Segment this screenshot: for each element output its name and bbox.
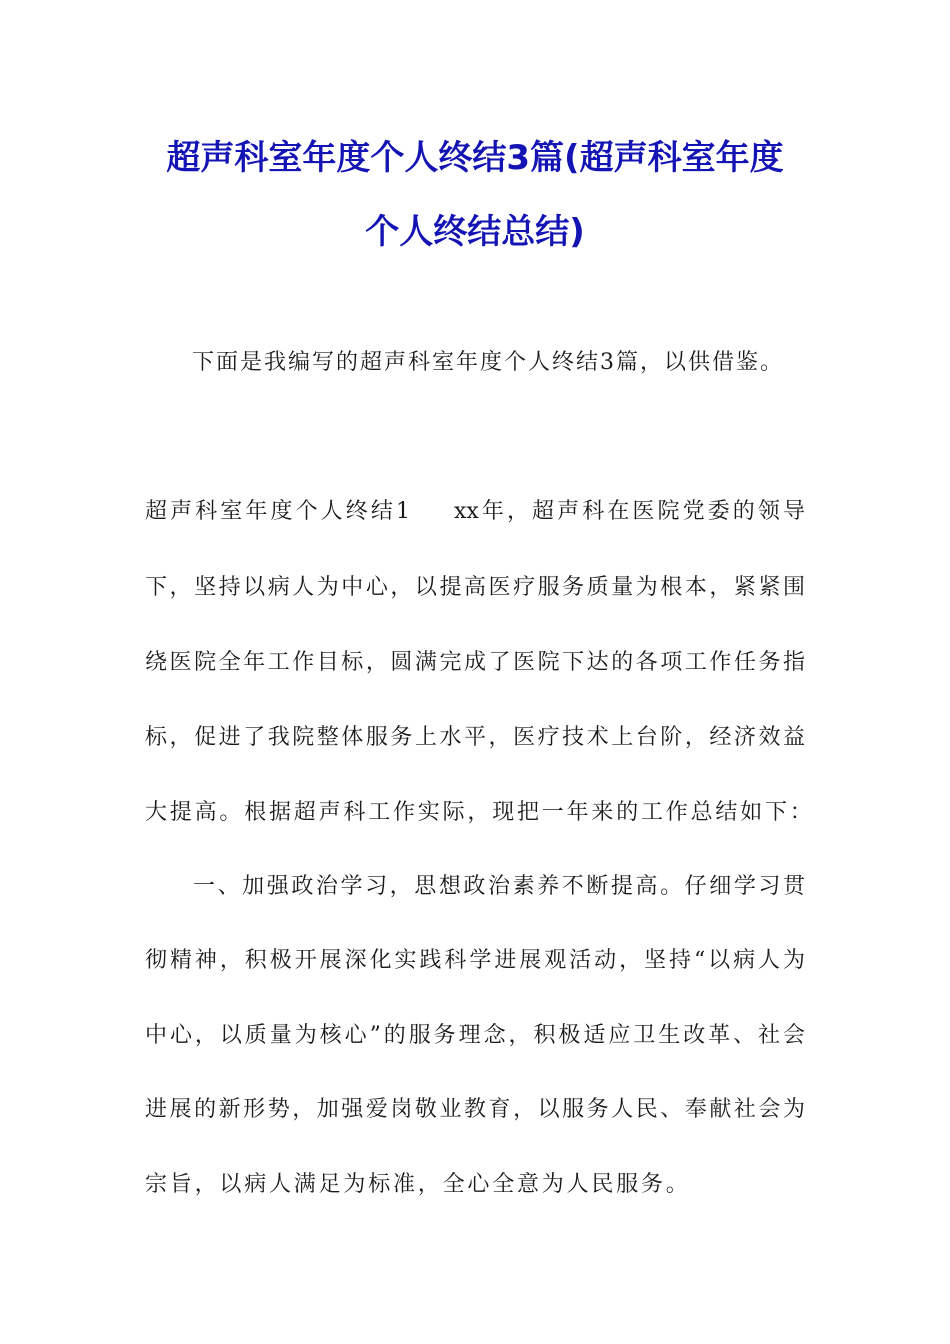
- paragraph-1-line-5: 大提高。根据超声科工作实际，现把一年来的工作总结如下：: [145, 800, 815, 825]
- paragraph-1-line-3: 绕医院全年工作目标，圆满完成了医院下达的各项工作任务指: [145, 650, 805, 675]
- intro-paragraph: 下面是我编写的超声科室年度个人终结3篇，以供借鉴。: [192, 350, 784, 375]
- paragraph-2-line-5: 宗旨，以病人满足为标准，全心全意为人民服务。: [145, 1172, 691, 1197]
- paragraph-2-line-3: 中心，以质量为核心”的服务理念，积极适应卫生改革、社会: [145, 1023, 805, 1048]
- paragraph-2-line-2: 彻精神，积极开展深化实践科学进展观活动，坚持“以病人为: [145, 948, 805, 973]
- section-1-heading: 超声科室年度个人终结1: [145, 499, 410, 524]
- paragraph-2-line-4: 进展的新形势，加强爱岗敬业教育，以服务人民、奉献社会为: [145, 1097, 805, 1122]
- title-line-2: 个人终结总结): [365, 212, 585, 252]
- title-line-1: 超声科室年度个人终结3篇(超声科室年度: [166, 138, 784, 178]
- paragraph-1-line-1: [145, 494, 805, 525]
- paragraph-1-line-2: 下，坚持以病人为中心，以提高医疗服务质量为根本，紧紧围: [145, 575, 805, 600]
- paragraph-1-line-4: 标，促进了我院整体服务上水平，医疗技术上台阶，经济效益: [145, 725, 805, 750]
- paragraph-2-line-1: 一、加强政治学习，思想政治素养不断提高。仔细学习贯: [193, 874, 805, 899]
- paragraph-1-text: xx年，超声科在医院党委的领导: [453, 499, 805, 524]
